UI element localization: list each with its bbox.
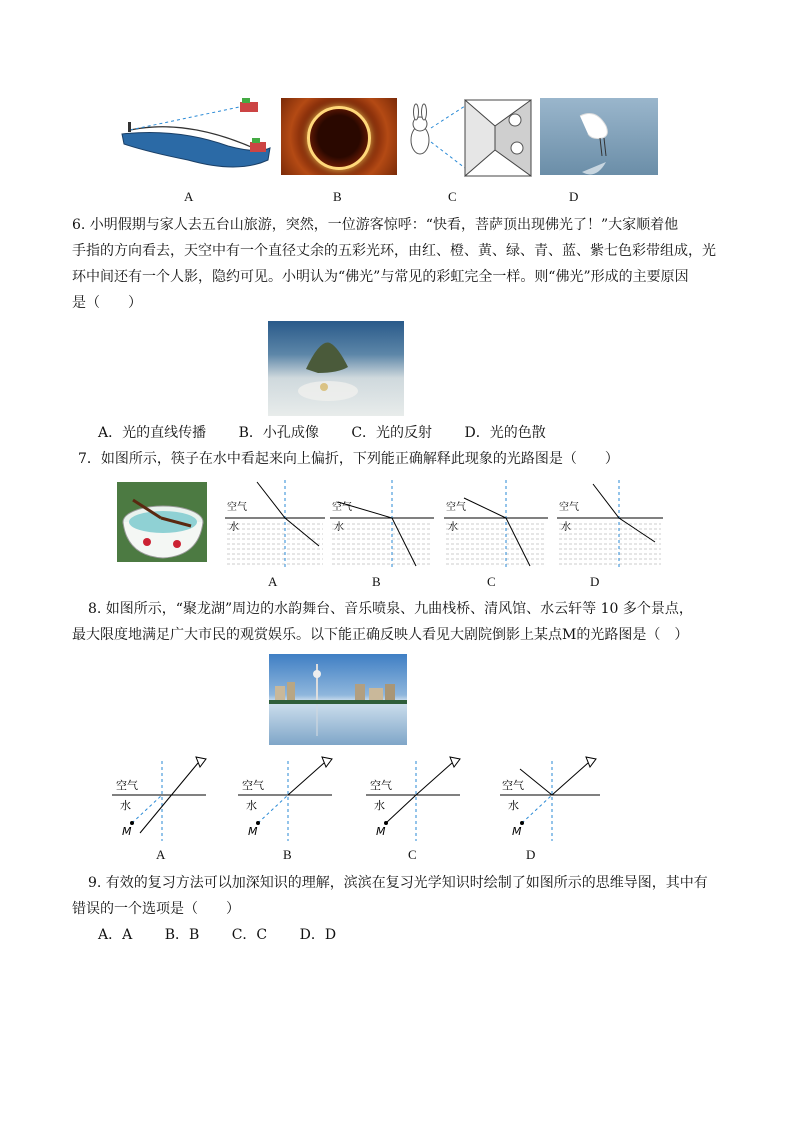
q6-line-4: 是（ ） [72, 295, 142, 311]
q6-photo [268, 321, 404, 416]
q6-options [98, 420, 748, 447]
q7-photo [117, 482, 207, 562]
q8-label-c: C [408, 847, 417, 862]
q7-label-d: D [590, 574, 600, 589]
q6-option-d[interactable]: D．光的色散 [464, 425, 546, 441]
q7-a-water-label: 水 [229, 522, 239, 533]
q7-diagram-c [444, 480, 548, 568]
q9-option-a[interactable]: A．A [98, 927, 133, 943]
q5-label-a: A [184, 189, 194, 204]
q5-figure-b [281, 98, 397, 175]
q6-option-b[interactable]: B．小孔成像 [238, 425, 319, 441]
q6-line-2: 手指的方向看去，天空中有一个直径丈余的五彩光环，由红、橙、黄、绿、青、蓝、紫七色彩带组成，光 [72, 243, 716, 259]
q8-a-point-label: M [122, 825, 132, 838]
q8-b-water-label: 水 [246, 799, 257, 812]
q8-diagram-a [112, 755, 212, 841]
q6-option-c[interactable]: C．光的反射 [351, 425, 433, 441]
q8-b-point-label: M [248, 825, 258, 838]
q7-diagram-a [225, 480, 325, 568]
q6-line-1: 6. 小明假期与家人去五台山旅游，突然，一位游客惊呼：“快看，菩萨顶出现佛光了！”大家顺着他 [72, 217, 679, 233]
q9-options [98, 922, 748, 949]
q8-c-air-label: 空气 [370, 779, 392, 792]
q7-diagram-b [330, 480, 434, 568]
q9-option-d[interactable]: D．D [299, 927, 337, 943]
q8-label-a: A [156, 847, 166, 862]
q9-option-c[interactable]: C．C [231, 927, 268, 943]
q7-c-water-label: 水 [448, 522, 458, 533]
q9-line-2: 错误的一个选项是（ ） [72, 901, 240, 917]
q8-c-point-label: M [376, 825, 386, 838]
q8-line-2: 最大限度地满足广大市民的观赏娱乐。以下能正确反映人看见大剧院倒影上某点M的光路图是（ ） [72, 627, 689, 643]
q7-a-air-label: 空气 [227, 502, 247, 513]
q7-d-water-label: 水 [561, 522, 571, 533]
q5-figure-a [118, 98, 278, 178]
q7-d-air-label: 空气 [559, 502, 579, 513]
q8-photo [269, 654, 407, 745]
q5-label-d: D [569, 189, 579, 204]
q8-diagram-c [366, 755, 466, 841]
q9-line-1: 9. 有效的复习方法可以加深知识的理解，滨滨在复习光学知识时绘制了如图所示的思维导图，其中有 [88, 875, 708, 891]
q8-a-air-label: 空气 [116, 779, 138, 792]
q6-option-a[interactable]: A．光的直线传播 [98, 425, 207, 441]
q7-label-b: B [372, 574, 381, 589]
q6-line-3: 环中间还有一个人影，隐约可见。小明认为“佛光”与常见的彩虹完全一样。则“佛光”形成的主要原因 [72, 269, 689, 285]
q8-d-water-label: 水 [508, 799, 519, 812]
q7-b-air-label: 空气 [332, 502, 352, 513]
q9-option-b[interactable]: B．B [164, 927, 200, 943]
q5-label-c: C [448, 189, 457, 204]
q7-label-c: C [487, 574, 496, 589]
q5-figure-c [405, 98, 533, 178]
q8-d-point-label: M [512, 825, 522, 838]
q5-label-b: B [333, 189, 342, 204]
q8-label-b: B [283, 847, 292, 862]
q8-diagram-d [500, 755, 604, 841]
q5-figure-d [540, 98, 658, 175]
q8-line-1: 8. 如图所示，“聚龙湖”周边的水韵舞台、音乐喷泉、九曲栈桥、清风馆、水云轩等 10 多个景点， [88, 601, 693, 617]
q8-d-air-label: 空气 [502, 779, 524, 792]
q8-c-water-label: 水 [374, 799, 385, 812]
q8-diagram-b [238, 755, 338, 841]
q7-b-water-label: 水 [334, 522, 344, 533]
q8-b-air-label: 空气 [242, 779, 264, 792]
q8-label-d: D [526, 847, 536, 862]
q8-a-water-label: 水 [120, 799, 131, 812]
q7-c-air-label: 空气 [446, 502, 466, 513]
q7-label-a: A [268, 574, 278, 589]
q7-question: 7．如图所示，筷子在水中看起来向上偏折，下列能正确解释此现象的光路图是（ ） [78, 451, 619, 467]
q7-diagram-d [557, 480, 663, 568]
